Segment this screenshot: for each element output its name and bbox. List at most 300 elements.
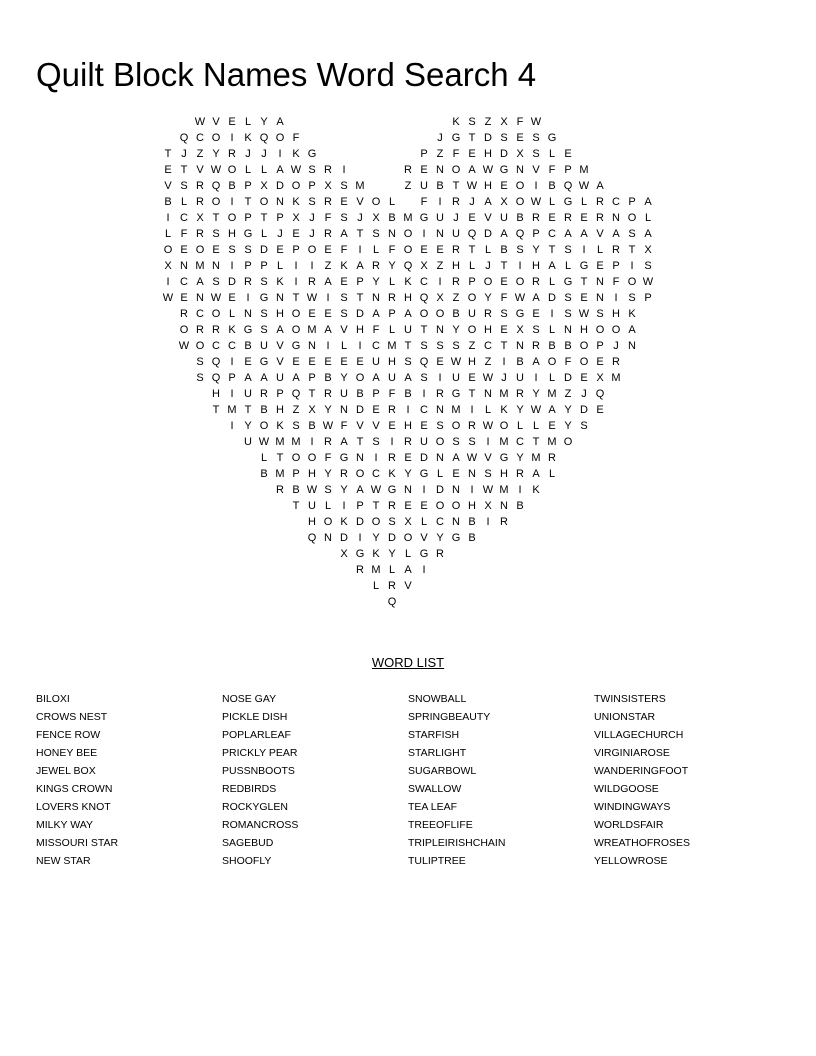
grid-letter: O <box>259 420 269 432</box>
grid-letter: I <box>614 292 618 304</box>
word-list-item: TULIPTREE <box>408 855 466 867</box>
grid-letter: M <box>579 164 589 176</box>
word-list-item: KINGS CROWN <box>36 783 113 795</box>
grid-letter: O <box>435 436 445 448</box>
grid-letter: N <box>612 212 620 224</box>
grid-letter: R <box>532 276 540 288</box>
grid-letter: K <box>292 196 300 208</box>
grid-letter: R <box>388 292 396 304</box>
grid-letter: X <box>196 212 204 224</box>
grid-letter: E <box>580 372 588 384</box>
grid-letter: H <box>484 180 492 192</box>
grid-letter: G <box>259 292 269 304</box>
grid-letter: F <box>292 132 300 144</box>
grid-letter: C <box>420 276 428 288</box>
grid-letter: W <box>306 292 318 304</box>
grid-letter: P <box>532 228 540 240</box>
grid-letter: R <box>212 324 220 336</box>
grid-letter: C <box>372 468 380 480</box>
grid-letter: J <box>501 372 507 384</box>
grid-letter: L <box>548 468 556 480</box>
grid-letter: T <box>244 196 252 208</box>
grid-letter: L <box>484 404 492 416</box>
word-list-item: SAGEBUD <box>222 837 274 849</box>
word-list-item: MILKY WAY <box>36 819 93 831</box>
grid-letter: I <box>470 404 474 416</box>
grid-letter: U <box>500 212 508 224</box>
grid-letter: O <box>259 196 269 208</box>
grid-letter: R <box>324 388 332 400</box>
grid-letter: I <box>166 212 170 224</box>
grid-letter: D <box>564 372 572 384</box>
grid-letter: A <box>596 180 604 192</box>
grid-letter: N <box>244 308 252 320</box>
grid-letter: F <box>548 164 556 176</box>
grid-letter: Y <box>372 276 380 288</box>
grid-letter: Z <box>468 340 476 352</box>
grid-letter: N <box>628 340 636 352</box>
grid-letter: O <box>291 308 301 320</box>
grid-letter: O <box>355 468 365 480</box>
grid-letter: B <box>548 340 556 352</box>
grid-letter: M <box>275 468 285 480</box>
grid-letter: A <box>244 372 252 384</box>
grid-letter: M <box>195 260 205 272</box>
grid-letter: W <box>530 116 542 128</box>
grid-letter: R <box>308 276 316 288</box>
grid-letter: T <box>628 244 636 256</box>
grid-letter: R <box>260 388 268 400</box>
grid-letter: A <box>484 196 492 208</box>
grid-letter: T <box>356 292 364 304</box>
word-list-item: REDBIRDS <box>222 783 277 795</box>
grid-letter: R <box>388 404 396 416</box>
grid-letter: A <box>532 356 540 368</box>
grid-letter: G <box>563 276 573 288</box>
grid-letter: S <box>644 260 652 272</box>
grid-letter: V <box>212 116 220 128</box>
grid-letter: G <box>355 548 365 560</box>
grid-letter: B <box>500 244 508 256</box>
grid-letter: R <box>516 468 524 480</box>
grid-letter: S <box>340 180 348 192</box>
grid-letter: W <box>482 164 494 176</box>
grid-letter: V <box>596 228 604 240</box>
grid-letter: W <box>194 116 206 128</box>
grid-letter: R <box>196 324 204 336</box>
grid-letter: E <box>580 212 588 224</box>
grid-letter: N <box>596 276 604 288</box>
grid-letter: Q <box>419 356 429 368</box>
grid-letter: C <box>372 340 380 352</box>
grid-letter: E <box>468 212 476 224</box>
grid-letter: V <box>276 356 284 368</box>
grid-letter: E <box>244 356 252 368</box>
grid-letter: L <box>548 196 556 208</box>
grid-letter: R <box>372 260 380 272</box>
grid-letter: S <box>420 340 428 352</box>
grid-letter: U <box>372 356 380 368</box>
grid-letter: B <box>244 340 252 352</box>
grid-letter: U <box>452 228 460 240</box>
word-list-item: WINDINGWAYS <box>594 801 671 813</box>
grid-letter: N <box>500 500 508 512</box>
grid-letter: S <box>260 308 268 320</box>
grid-letter: U <box>516 372 524 384</box>
grid-letter: N <box>388 228 396 240</box>
grid-letter: R <box>244 276 252 288</box>
grid-letter: Z <box>452 292 460 304</box>
grid-letter: W <box>322 420 334 432</box>
grid-letter: B <box>516 500 524 512</box>
grid-letter: X <box>340 548 348 560</box>
grid-letter: O <box>403 244 413 256</box>
grid-letter: F <box>420 196 428 208</box>
grid-letter: U <box>260 340 268 352</box>
grid-letter: S <box>564 292 572 304</box>
grid-letter: I <box>422 388 426 400</box>
grid-letter: E <box>308 356 316 368</box>
grid-letter: Q <box>211 356 221 368</box>
grid-letter: N <box>276 196 284 208</box>
grid-letter: A <box>324 324 332 336</box>
grid-letter: Z <box>404 180 412 192</box>
grid-letter: W <box>482 484 494 496</box>
grid-letter: H <box>276 404 284 416</box>
grid-letter: O <box>419 308 429 320</box>
grid-letter: E <box>436 244 444 256</box>
grid-letter: U <box>436 212 444 224</box>
grid-letter: I <box>310 260 314 272</box>
grid-letter: L <box>468 260 476 272</box>
grid-letter: E <box>548 212 556 224</box>
grid-letter: R <box>324 196 332 208</box>
grid-letter: T <box>260 212 268 224</box>
grid-letter: Y <box>532 388 540 400</box>
grid-letter: V <box>196 164 204 176</box>
grid-letter: A <box>276 324 284 336</box>
grid-letter: E <box>340 356 348 368</box>
word-list-item: UNIONSTAR <box>594 711 656 723</box>
grid-letter: R <box>356 564 364 576</box>
grid-letter: P <box>564 164 572 176</box>
grid-letter: F <box>516 116 524 128</box>
grid-letter: E <box>580 292 588 304</box>
grid-letter: E <box>596 404 604 416</box>
grid-letter: A <box>276 164 284 176</box>
word-list-item: TREEOFLIFE <box>408 819 473 831</box>
grid-letter: R <box>388 452 396 464</box>
grid-letter: P <box>276 212 284 224</box>
grid-letter: T <box>308 388 316 400</box>
grid-letter: T <box>468 132 476 144</box>
grid-letter: S <box>196 372 204 384</box>
grid-letter: B <box>228 180 236 192</box>
grid-letter: I <box>310 436 314 448</box>
grid-letter: S <box>212 276 220 288</box>
grid-letter: C <box>212 340 220 352</box>
grid-letter: S <box>564 244 572 256</box>
grid-letter: R <box>324 228 332 240</box>
grid-letter: H <box>612 308 620 320</box>
grid-letter: O <box>451 164 461 176</box>
grid-letter: A <box>548 404 556 416</box>
grid-letter: U <box>244 388 252 400</box>
grid-letter: S <box>372 228 380 240</box>
grid-letter: C <box>196 132 204 144</box>
grid-letter: I <box>342 500 346 512</box>
grid-letter: N <box>356 452 364 464</box>
grid-letter: W <box>642 276 654 288</box>
grid-letter: C <box>516 436 524 448</box>
grid-letter: X <box>372 212 380 224</box>
grid-letter: O <box>211 196 221 208</box>
grid-letter: Y <box>564 420 572 432</box>
grid-letter: X <box>596 372 604 384</box>
grid-letter: R <box>436 388 444 400</box>
grid-letter: G <box>515 308 525 320</box>
grid-letter: S <box>372 436 380 448</box>
grid-letter: X <box>436 292 444 304</box>
grid-letter: G <box>451 388 461 400</box>
grid-letter: A <box>324 276 332 288</box>
grid-letter: M <box>531 452 541 464</box>
grid-letter: N <box>452 516 460 528</box>
grid-letter: O <box>579 356 589 368</box>
grid-letter: R <box>452 196 460 208</box>
grid-letter: O <box>499 420 509 432</box>
grid-letter: E <box>420 244 428 256</box>
grid-letter: S <box>468 436 476 448</box>
grid-letter: Z <box>196 148 204 160</box>
grid-letter: R <box>532 340 540 352</box>
word-list-item: TWINSISTERS <box>594 693 666 705</box>
grid-letter: P <box>308 372 316 384</box>
grid-letter: B <box>292 484 300 496</box>
grid-letter: H <box>484 324 492 336</box>
grid-letter: E <box>596 356 604 368</box>
grid-letter: O <box>403 532 413 544</box>
grid-letter: I <box>342 164 346 176</box>
grid-letter: Y <box>388 548 396 560</box>
grid-letter: P <box>356 276 364 288</box>
grid-letter: F <box>612 276 620 288</box>
grid-letter: G <box>419 548 429 560</box>
grid-letter: Y <box>516 452 524 464</box>
grid-letter: Q <box>211 372 221 384</box>
grid-letter: E <box>404 452 412 464</box>
grid-letter: H <box>452 260 460 272</box>
grid-letter: I <box>230 132 234 144</box>
grid-letter: R <box>564 212 572 224</box>
grid-letter: X <box>484 500 492 512</box>
grid-letter: E <box>324 244 332 256</box>
grid-letter: N <box>452 484 460 496</box>
page-title: Quilt Block Names Word Search 4 <box>36 56 537 94</box>
grid-letter: R <box>452 276 460 288</box>
grid-letter: R <box>388 500 396 512</box>
grid-letter: Q <box>387 596 397 608</box>
grid-letter: Z <box>484 116 492 128</box>
grid-letter: A <box>532 468 540 480</box>
grid-letter: E <box>596 260 604 272</box>
word-list-item: WORLDSFAIR <box>594 819 664 831</box>
grid-letter: F <box>324 212 332 224</box>
grid-letter: L <box>340 340 348 352</box>
grid-letter: M <box>547 388 557 400</box>
grid-letter: I <box>438 372 442 384</box>
grid-letter: Z <box>436 148 444 160</box>
grid-letter: N <box>372 292 380 304</box>
grid-letter: V <box>404 580 412 592</box>
grid-letter: A <box>404 308 412 320</box>
grid-letter: I <box>230 260 234 272</box>
grid-letter: M <box>371 564 381 576</box>
grid-letter: O <box>515 276 525 288</box>
word-list-item: LOVERS KNOT <box>36 801 111 813</box>
word-list-item: SHOOFLY <box>222 855 272 867</box>
grid-letter: G <box>579 260 589 272</box>
grid-letter: E <box>500 180 508 192</box>
word-list-item: SPRINGBEAUTY <box>408 711 491 723</box>
grid-letter: R <box>500 516 508 528</box>
grid-letter: L <box>644 212 652 224</box>
grid-letter: F <box>452 148 460 160</box>
grid-letter: R <box>468 420 476 432</box>
grid-letter: W <box>578 180 590 192</box>
grid-letter: A <box>404 564 412 576</box>
word-list-item: STARLIGHT <box>408 747 467 759</box>
grid-letter: Y <box>388 260 396 272</box>
grid-letter: B <box>388 212 396 224</box>
grid-letter: L <box>436 468 444 480</box>
grid-letter: P <box>596 340 604 352</box>
grid-letter: O <box>307 244 317 256</box>
grid-letter: K <box>372 548 380 560</box>
grid-letter: O <box>195 244 205 256</box>
grid-letter: H <box>404 420 412 432</box>
grid-letter: E <box>452 468 460 480</box>
grid-letter: L <box>596 244 604 256</box>
grid-letter: O <box>275 132 285 144</box>
grid-letter: U <box>420 180 428 192</box>
grid-letter: G <box>419 468 429 480</box>
grid-letter: S <box>308 196 316 208</box>
grid-letter: R <box>324 436 332 448</box>
grid-letter: T <box>468 388 476 400</box>
grid-letter: R <box>196 196 204 208</box>
grid-letter: A <box>564 228 572 240</box>
grid-letter: N <box>564 324 572 336</box>
grid-letter: Y <box>244 420 252 432</box>
grid-letter: Y <box>564 404 572 416</box>
grid-letter: H <box>500 468 508 480</box>
grid-letter: A <box>612 228 620 240</box>
grid-letter: E <box>564 148 572 160</box>
grid-letter: R <box>196 228 204 240</box>
grid-letter: I <box>582 244 586 256</box>
grid-letter: O <box>371 516 381 528</box>
grid-letter: B <box>404 388 412 400</box>
grid-letter: W <box>466 452 478 464</box>
grid-letter: G <box>291 340 301 352</box>
grid-letter: X <box>164 260 172 272</box>
grid-letter: G <box>451 532 461 544</box>
grid-letter: M <box>355 180 365 192</box>
grid-letter: N <box>516 164 524 176</box>
grid-letter: N <box>324 532 332 544</box>
grid-letter: Y <box>340 484 348 496</box>
grid-letter: B <box>260 468 268 480</box>
grid-letter: R <box>340 468 348 480</box>
grid-letter: S <box>324 484 332 496</box>
grid-letter: J <box>357 212 363 224</box>
grid-letter: X <box>324 180 332 192</box>
grid-letter: E <box>420 500 428 512</box>
grid-letter: A <box>340 228 348 240</box>
grid-letter: G <box>243 228 253 240</box>
grid-letter: N <box>484 388 492 400</box>
word-list-item: WILDGOOSE <box>594 783 659 795</box>
grid-letter: S <box>516 244 524 256</box>
grid-letter: V <box>340 324 348 336</box>
grid-letter: S <box>436 340 444 352</box>
grid-letter: R <box>612 356 620 368</box>
grid-letter: D <box>484 228 492 240</box>
grid-letter: C <box>436 516 444 528</box>
grid-letter: P <box>612 260 620 272</box>
grid-letter: Y <box>436 532 444 544</box>
grid-letter: N <box>596 292 604 304</box>
grid-letter: M <box>275 436 285 448</box>
word-list-item: SWALLOW <box>408 783 462 795</box>
grid-letter: Y <box>372 532 380 544</box>
grid-letter: N <box>436 324 444 336</box>
grid-letter: X <box>516 148 524 160</box>
grid-letter: Q <box>179 132 189 144</box>
grid-letter: D <box>500 148 508 160</box>
grid-letter: R <box>324 164 332 176</box>
grid-letter: Y <box>340 372 348 384</box>
grid-letter: P <box>388 308 396 320</box>
grid-letter: E <box>420 420 428 432</box>
grid-letter: P <box>228 372 236 384</box>
grid-letter: K <box>228 324 236 336</box>
grid-letter: H <box>212 388 220 400</box>
grid-letter: T <box>356 436 364 448</box>
grid-letter: Y <box>452 324 460 336</box>
grid-letter: S <box>308 164 316 176</box>
grid-letter: S <box>452 436 460 448</box>
grid-letter: J <box>437 132 443 144</box>
grid-letter: L <box>548 324 556 336</box>
grid-letter: R <box>436 548 444 560</box>
grid-letter: W <box>466 180 478 192</box>
grid-letter: X <box>644 244 652 256</box>
grid-letter: P <box>260 260 268 272</box>
grid-letter: V <box>420 532 428 544</box>
grid-letter: S <box>468 116 476 128</box>
grid-letter: D <box>388 532 396 544</box>
grid-letter: D <box>580 404 588 416</box>
grid-letter: O <box>515 196 525 208</box>
grid-letter: L <box>324 500 332 512</box>
grid-letter: Q <box>307 532 317 544</box>
grid-letter: E <box>212 244 220 256</box>
word-list-item: TRIPLEIRISHCHAIN <box>408 837 506 849</box>
grid-letter: W <box>210 292 222 304</box>
grid-letter: D <box>548 292 556 304</box>
